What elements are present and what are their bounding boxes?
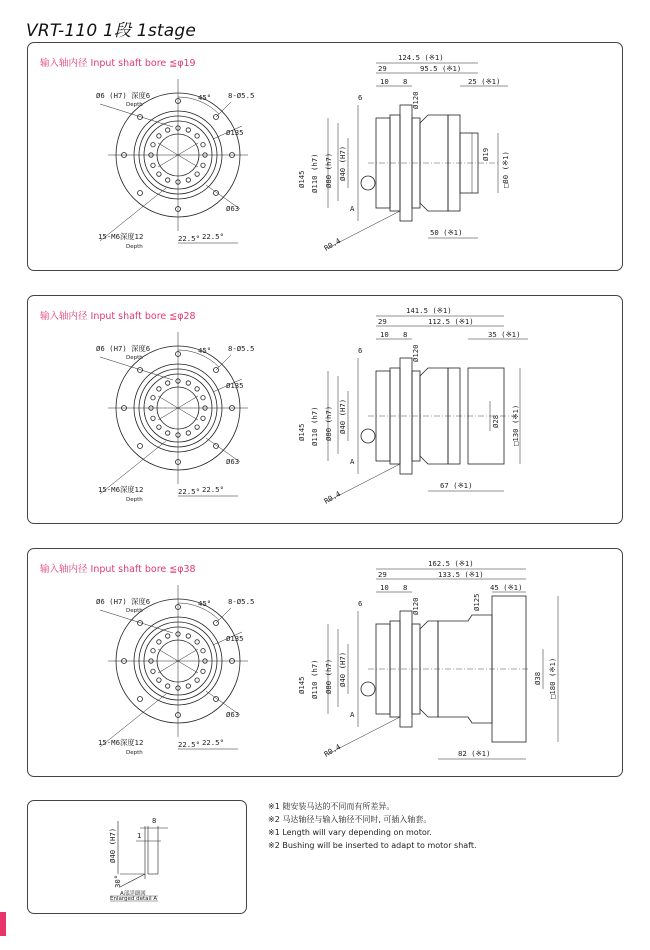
bore-callout: Ø6 (H7) 深度6: [96, 91, 151, 100]
radius-label: R0.4: [322, 742, 343, 759]
dia-120: Ø120: [411, 597, 420, 615]
panel-label: 输入轴内径 Input shaft bore ≦φ28: [40, 311, 196, 322]
drawing-panel-bore-28: [27, 295, 623, 524]
inner-dia-label: Ø63: [226, 710, 240, 719]
total-length: 124.5 (※1): [398, 53, 444, 62]
drawing-svg: [28, 296, 622, 523]
pcd-label: Ø135: [226, 381, 244, 390]
pitch-b-label: 22.5°: [202, 738, 224, 747]
drawing-svg: [28, 43, 622, 270]
dim-10: 10: [380, 77, 389, 86]
panel-label: 输入轴内径 Input shaft bore ≦φ38: [40, 564, 196, 575]
tap-depth-label: Depth: [126, 750, 143, 756]
dia-80: Ø80 (h7): [324, 658, 333, 694]
dim-6: 6: [358, 599, 363, 608]
tap-depth-label: Depth: [126, 244, 143, 250]
hole-callout: 8-Ø5.5: [228, 597, 255, 606]
bore-depth-label: Depth: [126, 355, 143, 361]
dia-110: Ø110 (h7): [310, 406, 319, 446]
detail-caption-cn: A部詳細図: [120, 891, 146, 897]
square-size: □180 (※1): [548, 657, 557, 699]
bore-dia: Ø38: [533, 671, 542, 685]
front-view-drawing: [100, 332, 248, 496]
enlarged-detail-panel: [27, 800, 247, 914]
tap-callout: 15-M6深度12: [98, 738, 144, 747]
drawing-panel-bore-19: [27, 42, 623, 271]
side-view-drawing: [361, 105, 498, 221]
note-cn-1: ※1 随安装马达的不同而有所差异。: [268, 802, 395, 811]
radius-label: R0.4: [322, 489, 343, 506]
bottom-length: 82 (※1): [458, 749, 491, 758]
detail-dim-8: 8: [152, 816, 157, 825]
dim-6: 6: [358, 93, 363, 102]
body-length: 112.5 (※1): [428, 317, 474, 326]
dia-125: Ø125: [472, 593, 481, 611]
radius-label: R0.4: [322, 236, 343, 253]
dia-80: Ø80 (h7): [324, 405, 333, 441]
page-title: VRT-110 1段 1stage: [26, 21, 197, 41]
detail-caption-en: Enlarged detail A: [110, 896, 158, 902]
panel-label: 输入轴内径 Input shaft bore ≦φ19: [40, 58, 196, 69]
inner-dia-label: Ø63: [226, 204, 240, 213]
detail-svg: [28, 801, 246, 913]
bore-depth-label: Depth: [126, 102, 143, 108]
front-view-drawing: [100, 585, 248, 749]
dim-6: 6: [358, 346, 363, 355]
tap-depth-label: Depth: [126, 497, 143, 503]
dia-145: Ø145: [297, 676, 306, 694]
page-edge-tab: [0, 912, 6, 936]
pitch-a-label: 22.5°: [178, 740, 200, 749]
dim-8: 8: [403, 583, 408, 592]
pcd-label: Ø135: [226, 128, 244, 137]
dim-10: 10: [380, 330, 389, 339]
drawing-panel-bore-38: [27, 548, 623, 777]
adapter-length: 25 (※1): [468, 77, 501, 86]
tap-callout: 15-M6深度12: [98, 232, 144, 241]
dia-145: Ø145: [297, 170, 306, 188]
dia-110: Ø110 (h7): [310, 153, 319, 193]
bore-callout: Ø6 (H7) 深度6: [96, 597, 151, 606]
bottom-length: 67 (※1): [440, 481, 473, 490]
dia-120: Ø120: [411, 91, 420, 109]
dia-110: Ø110 (h7): [310, 659, 319, 699]
detail-a-marker: A: [350, 457, 355, 466]
total-length: 141.5 (※1): [406, 306, 452, 315]
square-size: □130 (※1): [511, 404, 520, 446]
bore-depth-label: Depth: [126, 608, 143, 614]
bottom-length: 50 (※1): [430, 228, 463, 237]
dim-8: 8: [403, 330, 408, 339]
note-en-2: ※2 Bushing will be inserted to adapt to motor shaft.: [268, 841, 477, 850]
note-cn-2: ※2 马达轴径与输入轴径不同时, 可插入轴套。: [268, 815, 432, 824]
hole-callout: 8-Ø5.5: [228, 91, 255, 100]
detail-dim-1: 1: [137, 831, 142, 840]
note-en-1: ※1 Length will vary depending on motor.: [268, 828, 432, 837]
dia-40: Ø40 (H7): [338, 145, 347, 181]
pitch-b-label: 22.5°: [202, 485, 224, 494]
bore-dia: Ø28: [491, 414, 500, 428]
pcd-label: Ø135: [226, 634, 244, 643]
bore-callout: Ø6 (H7) 深度6: [96, 344, 151, 353]
total-length: 162.5 (※1): [428, 559, 474, 568]
bore-dia: Ø19: [481, 147, 490, 161]
dia-120: Ø120: [411, 344, 420, 362]
pitch-b-label: 22.5°: [202, 232, 224, 241]
adapter-length: 35 (※1): [488, 330, 521, 339]
side-view-drawing: [361, 596, 528, 742]
hole-callout: 8-Ø5.5: [228, 344, 255, 353]
angle-label: 45°: [198, 599, 212, 608]
dia-80: Ø80 (h7): [324, 152, 333, 188]
pitch-a-label: 22.5°: [178, 487, 200, 496]
flange-length: 29: [378, 317, 387, 326]
angle-label: 45°: [198, 346, 212, 355]
angle-label: 45°: [198, 93, 212, 102]
body-length: 133.5 (※1): [438, 570, 484, 579]
front-view-drawing: [100, 79, 248, 243]
detail-angle: 30°: [113, 874, 122, 888]
dia-40: Ø40 (H7): [338, 398, 347, 434]
inner-dia-label: Ø63: [226, 457, 240, 466]
detail-dia: Ø40 (H7): [108, 827, 117, 863]
dia-40: Ø40 (H7): [338, 651, 347, 687]
flange-length: 29: [378, 64, 387, 73]
pitch-a-label: 22.5°: [178, 234, 200, 243]
detail-a-marker: A: [350, 710, 355, 719]
body-length: 95.5 (※1): [420, 64, 462, 73]
square-size: □80 (※1): [501, 151, 510, 188]
detail-a-marker: A: [350, 204, 355, 213]
drawing-svg: [28, 549, 622, 776]
dia-145: Ø145: [297, 423, 306, 441]
dim-10: 10: [380, 583, 389, 592]
flange-length: 29: [378, 570, 387, 579]
adapter-length: 45 (※1): [490, 583, 523, 592]
tap-callout: 15-M6深度12: [98, 485, 144, 494]
dim-8: 8: [403, 77, 408, 86]
footnotes: [268, 800, 477, 852]
